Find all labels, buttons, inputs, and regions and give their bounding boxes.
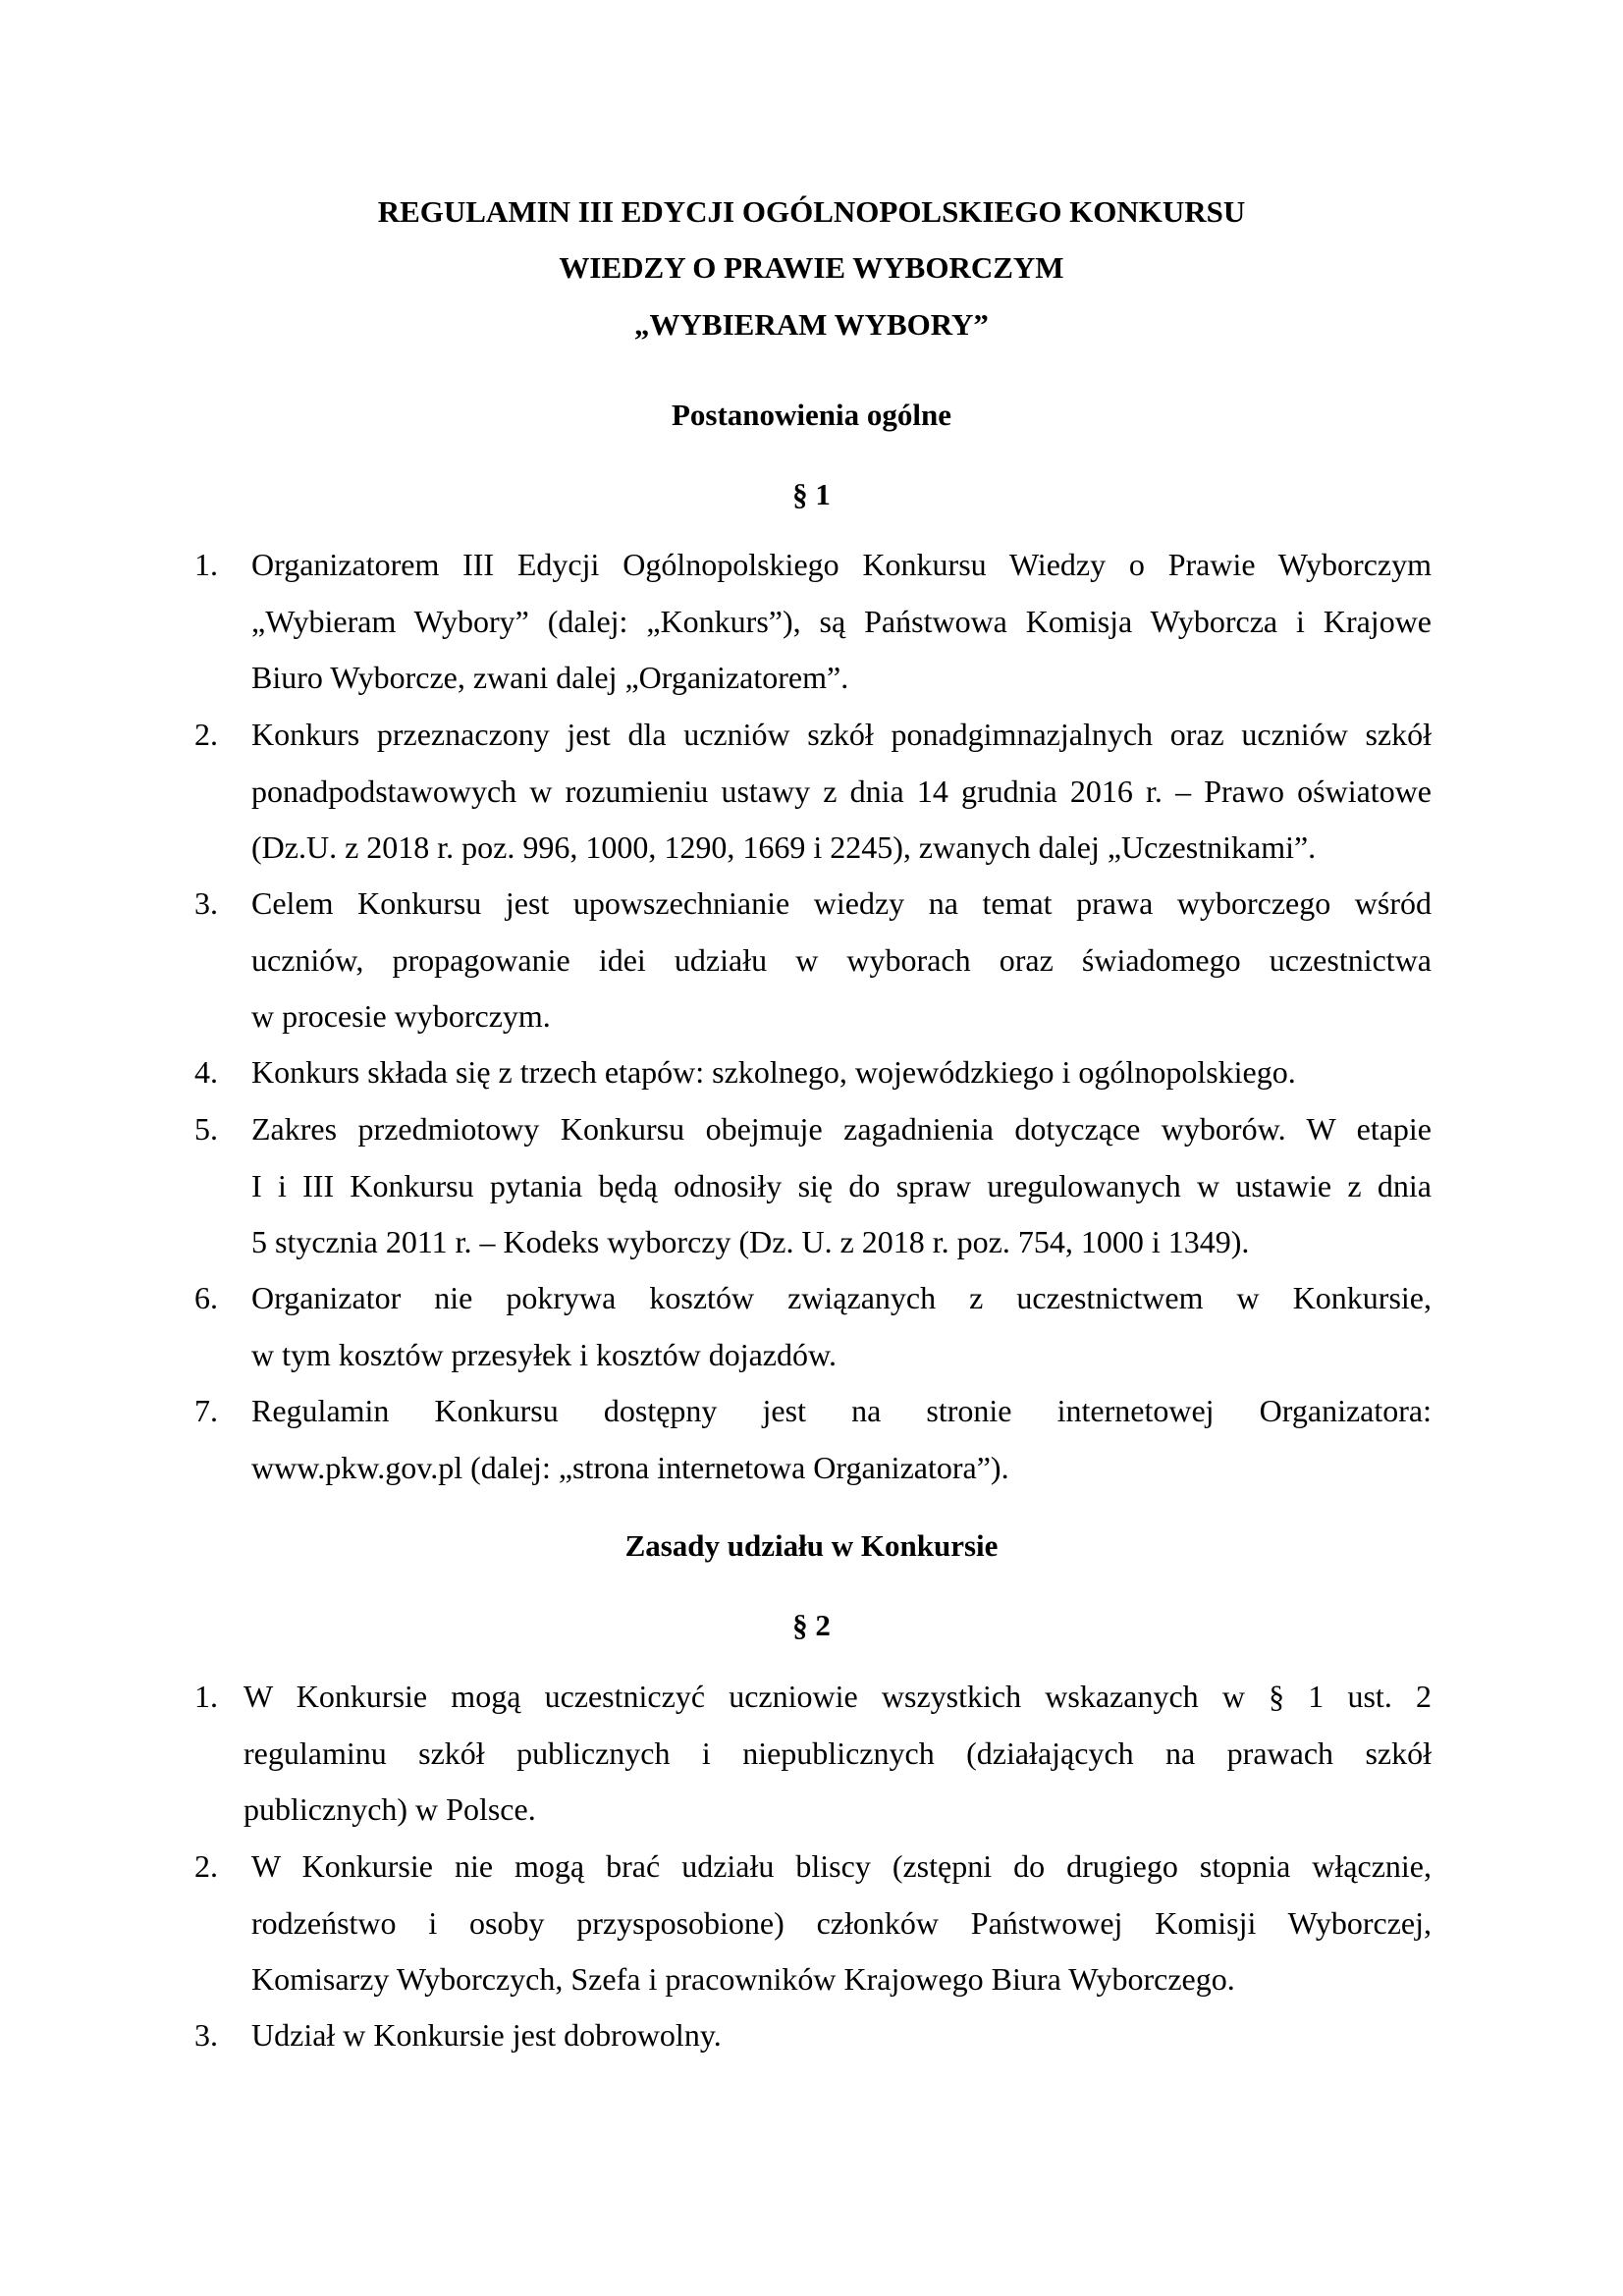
item-number: 1. [194, 547, 218, 582]
item-number: 7. [194, 1393, 218, 1428]
item-line: w procesie wyborczym. [251, 998, 551, 1034]
item-number: 2. [194, 1848, 218, 1884]
item-line: Celem Konkursu jest upowszechnianie wiedzy na temat prawa wyborczego wśród [251, 885, 1432, 921]
document-title-line-3: „WYBIERAM WYBORY” [634, 307, 989, 342]
item-line: Konkurs składa się z trzech etapów: szkolnego, wojewódzkiego i ogólnopolskiego. [251, 1054, 1296, 1090]
item-line: regulaminu szkół publicznych i niepublicznych (działających na prawach szkół [243, 1735, 1432, 1771]
item-line: rodzeństwo i osoby przysposobione) członków Państwowej Komisji Wyborczej, [251, 1904, 1432, 1941]
section-2-item-1 [194, 1669, 1432, 1839]
item-line: 5 stycznia 2011 r. – Kodeks wyborczy (Dz. U. z 2018 r. poz. 754, 1000 i 1349). [251, 1224, 1250, 1259]
section-2-item-3 [194, 2007, 1432, 2064]
item-number: 3. [194, 885, 218, 921]
item-line: I i III Konkursu pytania będą odnosiły się do spraw uregulowanych w ustawie z dnia [251, 1167, 1432, 1203]
paragraph-mark-2: § 2 [792, 1608, 831, 1642]
item-line: uczniów, propagowanie idei udziału w wyborach oraz świadomego uczestnictwa [251, 941, 1432, 978]
document-title-line-2: WIEDZY O PRAWIE WYBORCZYM [559, 250, 1064, 285]
section-1-item-1 [194, 537, 1432, 707]
item-number: 6. [194, 1280, 218, 1315]
section-1-item-3 [194, 876, 1432, 1045]
section-2-item-2 [194, 1839, 1432, 2008]
item-line: www.pkw.gov.pl (dalej: „strona internetowa Organizatora”). [251, 1449, 1009, 1485]
item-line: ponadpodstawowych w rozumieniu ustawy z dnia 14 grudnia 2016 r. – Prawo oświatowe [251, 773, 1432, 809]
item-line: (Dz.U. z 2018 r. poz. 996, 1000, 1290, 1669 i 2245), zwanych dalej „Uczestnikami”. [251, 829, 1317, 865]
item-line: Komisarzy Wyborczych, Szefa i pracowników Krajowego Biura Wyborczego. [251, 1961, 1235, 1997]
item-line: w tym kosztów przesyłek i kosztów dojazdów. [251, 1336, 838, 1372]
section-heading-general-provisions: Postanowienia ogólne [671, 398, 952, 432]
section-1-item-5 [194, 1101, 1432, 1271]
item-number: 3. [194, 2017, 218, 2053]
item-number: 1. [194, 1679, 218, 1714]
section-1-item-6 [194, 1270, 1432, 1383]
item-line: Zakres przedmiotowy Konkursu obejmuje zagadnienia dotyczące wyborów. W etapie [251, 1111, 1432, 1147]
section-1-item-4 [194, 1044, 1432, 1101]
document-title-line-1: REGULAMIN III EDYCJI OGÓLNOPOLSKIEGO KONKURSU [377, 194, 1246, 229]
item-number: 5. [194, 1111, 218, 1147]
item-line: Udział w Konkursie jest dobrowolny. [251, 2017, 722, 2053]
item-line: Organizator nie pokrywa kosztów związanych z uczestnictwem w Konkursie, [251, 1280, 1432, 1315]
item-line: W Konkursie mogą uczestniczyć uczniowie wszystkich wskazanych w § 1 ust. 2 [243, 1679, 1432, 1714]
item-line: W Konkursie nie mogą brać udziału bliscy (zstępni do drugiego stopnia włącznie, [251, 1848, 1432, 1884]
section-1-item-7 [194, 1383, 1432, 1496]
item-line: Biuro Wyborcze, zwani dalej „Organizatorem”. [251, 660, 849, 695]
section-1-item-2 [194, 707, 1432, 877]
item-number: 2. [194, 717, 218, 752]
section-heading-participation-rules: Zasady udziału w Konkursie [624, 1528, 999, 1563]
item-line: „Wybieram Wybory” (dalej: „Konkurs”), są Państwowa Komisja Wyborcza i Krajowe [251, 603, 1432, 639]
item-line: Organizatorem III Edycji Ogólnopolskiego Konkursu Wiedzy o Prawie Wyborczym [251, 547, 1432, 582]
item-line: Konkurs przeznaczony jest dla uczniów szkół ponadgimnazjalnych oraz uczniów szkół [251, 717, 1432, 752]
item-number: 4. [194, 1054, 218, 1090]
item-line: publicznych) w Polsce. [243, 1791, 536, 1827]
paragraph-mark-1: § 1 [792, 477, 831, 511]
item-line: Regulamin Konkursu dostępny jest na stronie internetowej Organizatora: [251, 1393, 1432, 1428]
